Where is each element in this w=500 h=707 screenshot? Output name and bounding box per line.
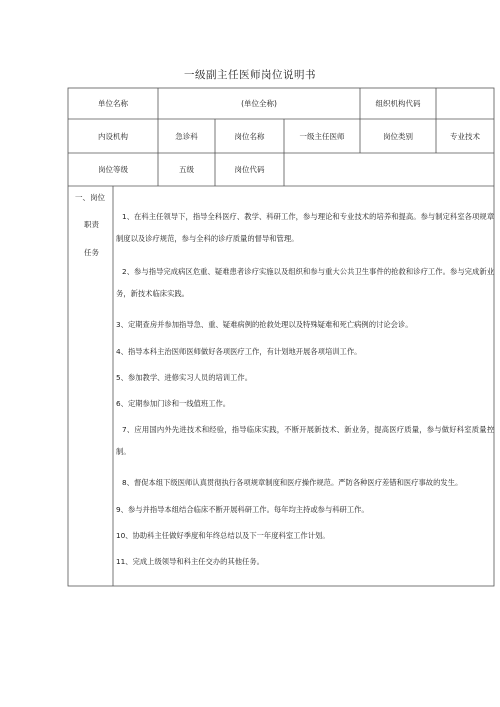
post-code-value <box>284 153 494 186</box>
duty-item-10: 10、协助科主任做好季度和年终总结以及下一年度科室工作计划。 <box>116 531 330 540</box>
duty-item-5: 5、参加教学、进修实习人员的培训工作。 <box>116 373 252 382</box>
org-code-label: 组织机构代码 <box>375 99 421 108</box>
duty-item-3: 3、定期查房并参加指导急、重、疑难病例的抢救处理以及特殊疑难和死亡病例的讨论会诊。 <box>116 320 413 329</box>
duty-item-2: 2、参与指导完成病区危重、疑难患者诊疗实施以及组织和参与重大公共卫生事件的抢救和诊疗工作。参与完成新业务，新技术临床实践。 <box>116 267 494 298</box>
duty-item-8: 8、督促本组下级医师认真贯彻执行各项规章制度和医疗操作规范。严防各种医疗差错和医疗事故的发生。 <box>122 478 463 487</box>
dept-label: 内设机构 <box>98 131 128 141</box>
duty-item-9: 9、参与并指导本组结合临床不断开展科研工作。每年均主持或参与科研工作。 <box>116 505 369 514</box>
duties-label-line2: 职责 <box>84 220 99 229</box>
duties-label-line3: 任务 <box>84 248 99 257</box>
dept-value: 急诊科 <box>175 131 198 141</box>
duty-item-11: 11、完成上级领导和科主任交办的其他任务。 <box>116 557 264 566</box>
post-name-value: 一级主任医师 <box>299 131 345 141</box>
grade-value: 五级 <box>179 165 194 174</box>
org-code-value <box>436 88 494 119</box>
grade-label: 岗位等级 <box>98 165 128 174</box>
duty-item-4: 4、指导本科主治医师医师做好各项医疗工作，有计划地开展各项培训工作。 <box>116 347 362 356</box>
duty-item-6: 6、定期参加门诊和一线值班工作。 <box>116 399 231 408</box>
unit-name-value: (单位全称) <box>241 99 277 108</box>
duty-item-1: 1、在科主任领导下，指导全科医疗、教学、科研工作，参与理论和专业技术的培养和提高。参与制定科室各项规章制度以及诊疗规范，参与全科的诊疗质量的督导和管理。 <box>116 212 494 243</box>
unit-name-label: 单位名称 <box>98 99 128 108</box>
post-code-label: 岗位代码 <box>234 165 265 174</box>
post-type-value: 专业技术 <box>450 131 480 141</box>
post-type-label: 岗位类别 <box>383 131 413 141</box>
post-name-label: 岗位名称 <box>234 131 265 141</box>
page-title: 一级副主任医师岗位说明书 <box>184 69 316 81</box>
duty-item-7: 7、应用国内外先进技术和经验，指导临床实践，不断开展新技术、新业务，提高医疗质量，参与做好科室质量控制。 <box>116 425 494 456</box>
duties-label-line1: 一、岗位 <box>75 193 105 202</box>
